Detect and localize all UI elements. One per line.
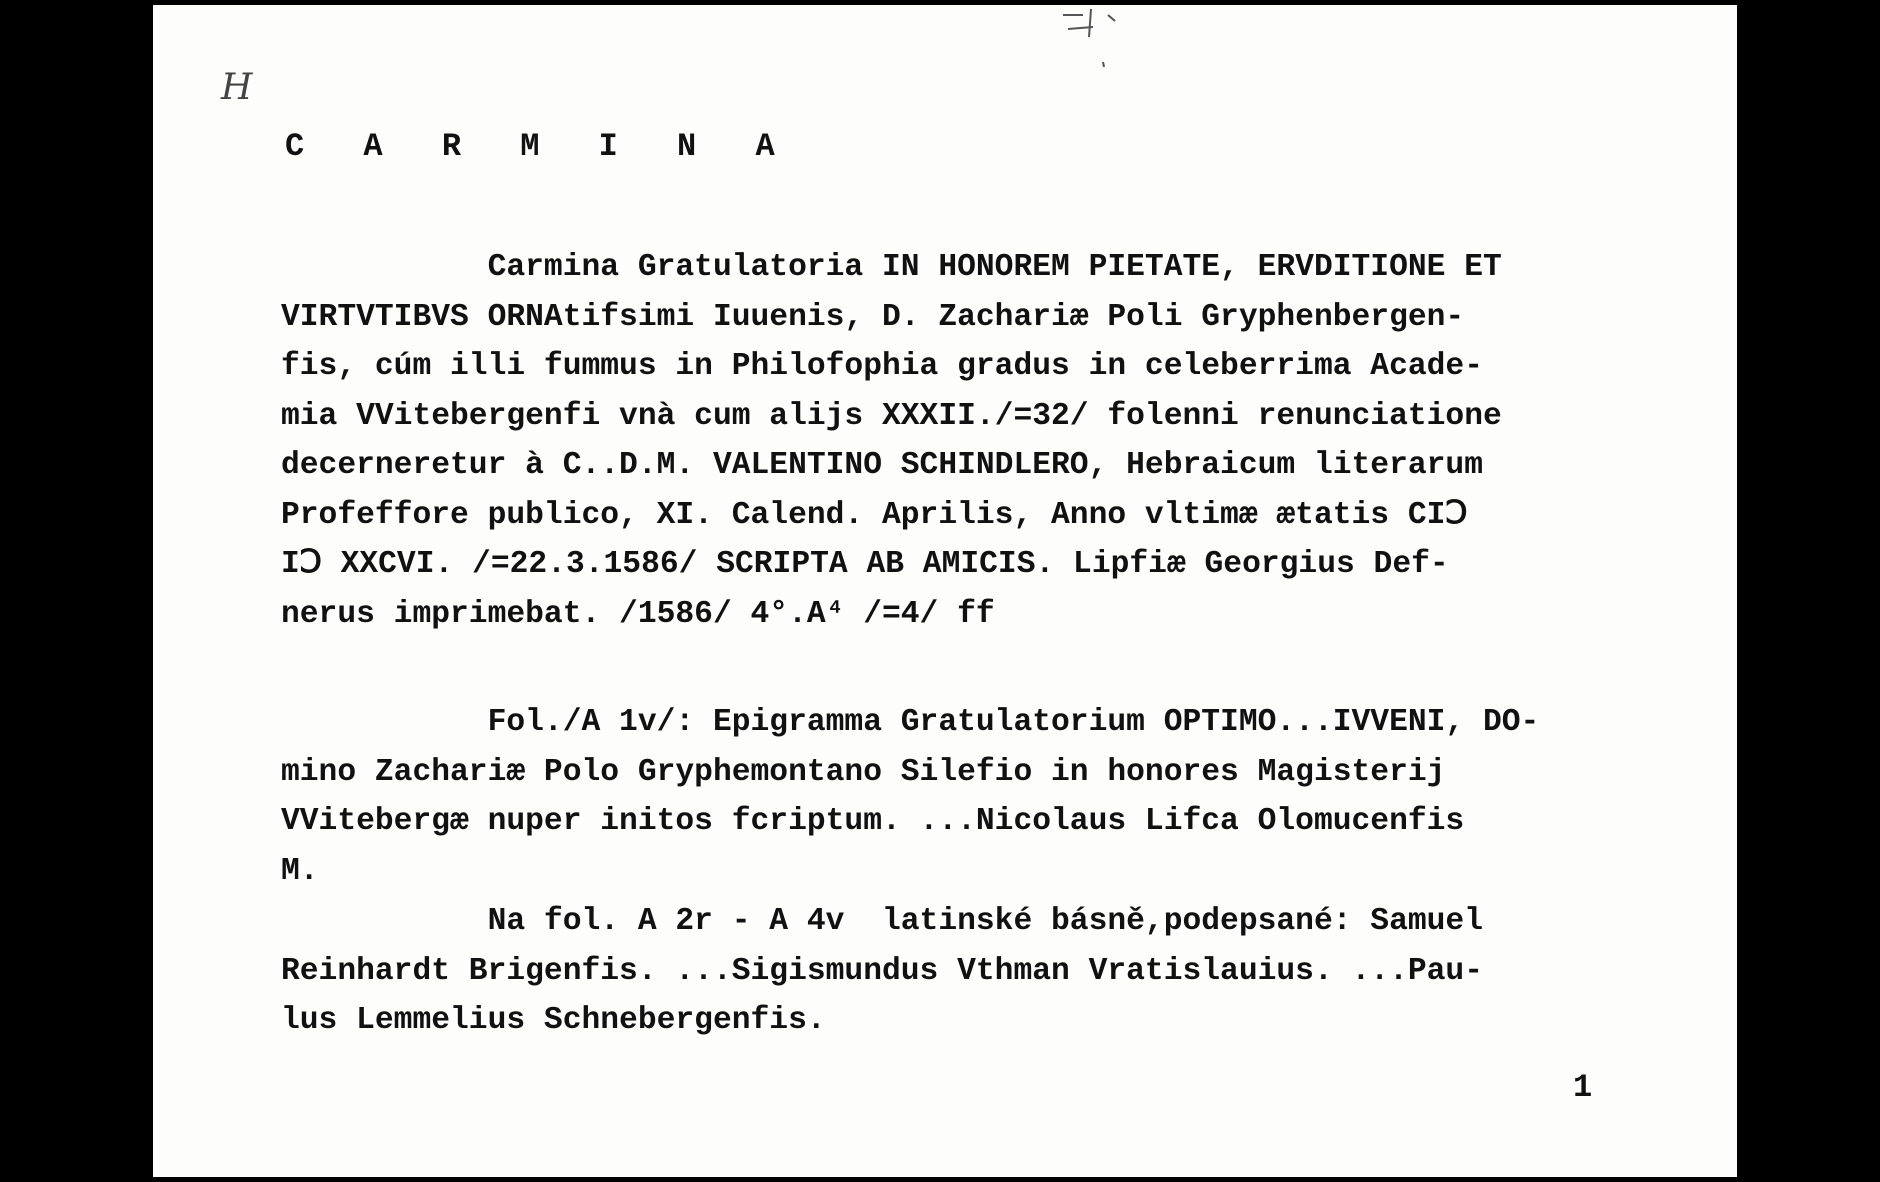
page-number: 1 xyxy=(1573,1069,1593,1106)
card-heading: C A R M I N A xyxy=(285,128,795,165)
text-line: VIRTVTIBVS ORNAtifsimi Iuuenis, D. Zachariæ Poli Gryphenbergen- xyxy=(281,299,1465,335)
text-line: VVitebergæ nuper initos fcriptum. ...Nicolaus Lifca Olomucenfis xyxy=(281,804,1465,839)
text-line: Profeffore publico, XI. Calend. Aprilis, Anno vltimæ ætatis CIↃ xyxy=(281,497,1468,533)
text-line: Na fol. A 2r - A 4v latinské básně,podepsané: Samuel xyxy=(281,904,1483,939)
catalog-card xyxy=(153,5,1737,1177)
ink-smudge xyxy=(1053,7,1123,67)
text-line: mia VVitebergenfi vnà cum alijs XXXII./=32/ folenni renunciatione xyxy=(281,398,1502,434)
text-line: lus Lemmelius Schnebergenfis. xyxy=(281,1003,826,1038)
main-entry-paragraph xyxy=(281,243,1641,639)
text-line: Carmina Gratulatoria IN HONOREM PIETATE, ERVDITIONE ET xyxy=(281,250,1502,285)
text-line: decerneretur à C..D.M. VALENTINO SCHINDLERO, Hebraicum literarum xyxy=(281,448,1483,483)
text-line: IↃ XXCVI. /=22.3.1586/ SCRIPTA AB AMICIS. Lipfiæ Georgius Def- xyxy=(281,547,1449,582)
text-line: M. xyxy=(281,853,319,889)
text-line: mino Zachariæ Polo Gryphemontano Silefio in honores Magisterij xyxy=(281,754,1446,790)
folio-note-paragraph xyxy=(281,698,1641,896)
text-line: Fol./A 1v/: Epigramma Gratulatorium OPTIMO...IVVENI, DO- xyxy=(281,705,1540,740)
handwritten-corner-mark: H xyxy=(221,67,251,108)
text-line: fis, cúm illi fummus in Philofophia gradus in celeberrima Acade- xyxy=(281,349,1483,384)
text-line: Reinhardt Brigenfis. ...Sigismundus Vthman Vratislauius. ...Pau- xyxy=(281,953,1483,989)
contents-note-paragraph xyxy=(281,897,1641,1046)
text-line: nerus imprimebat. /1586/ 4°.A⁴ /=4/ ff xyxy=(281,596,995,632)
